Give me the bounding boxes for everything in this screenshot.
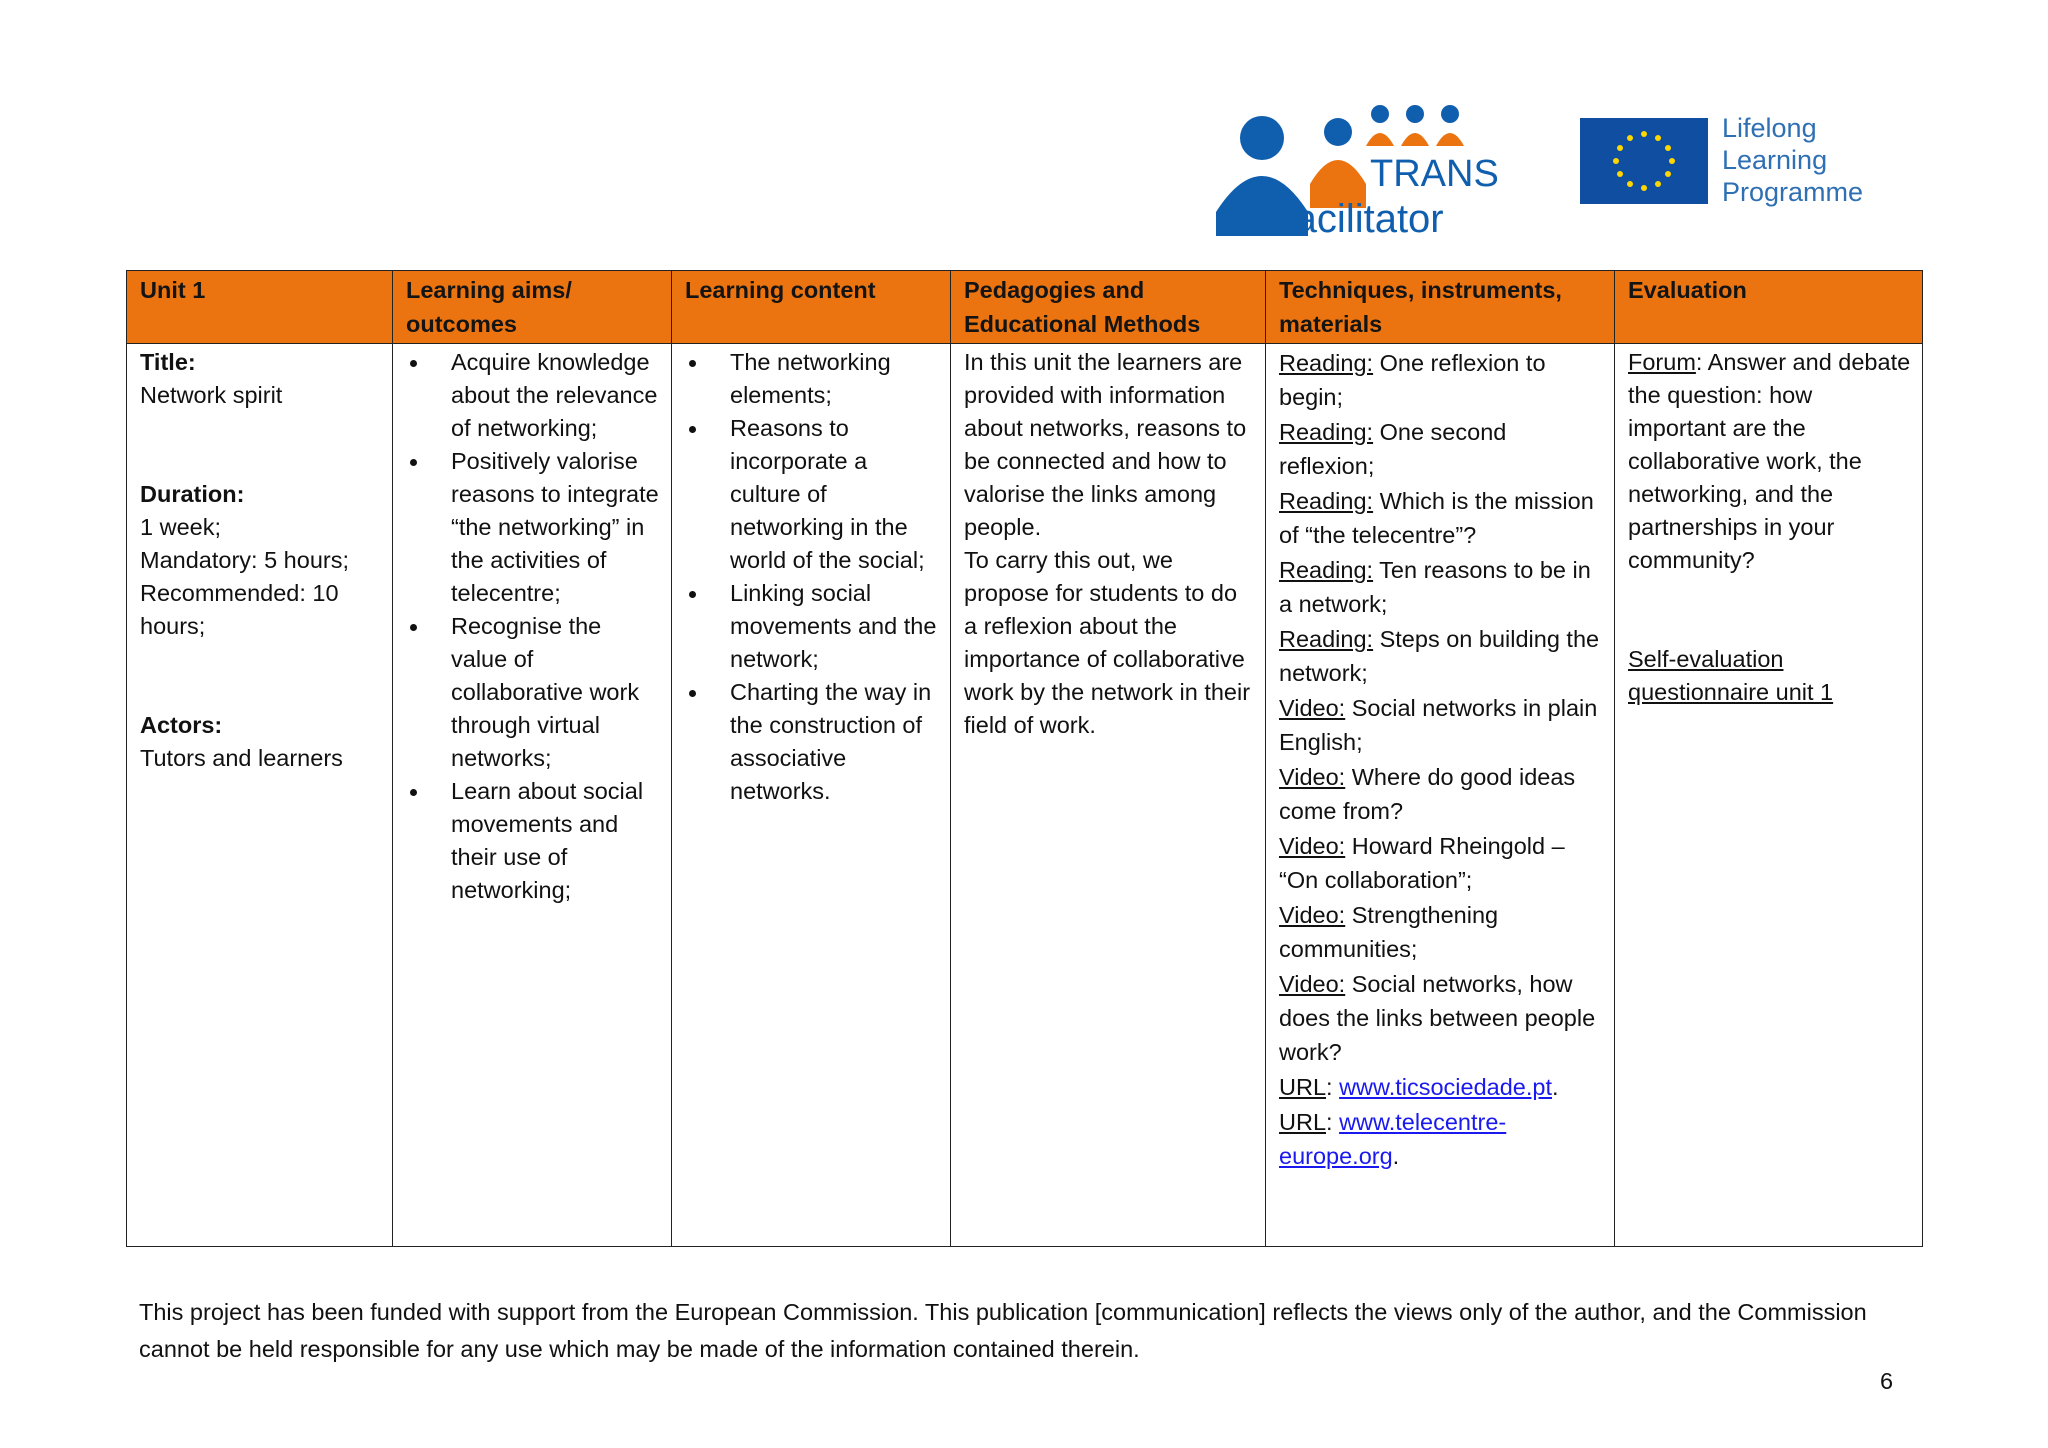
technique-item (1279, 760, 1604, 828)
technique-kind: Video: (1279, 764, 1346, 790)
trans-e-facilitator-logo (1210, 96, 1510, 246)
title-value: Network spirit (140, 382, 283, 408)
content-list (685, 346, 940, 808)
technique-kind: Video: (1279, 695, 1346, 721)
eu-flag-icon (1580, 118, 1708, 204)
header-techniques: Techniques, instruments, materials (1266, 271, 1615, 344)
llp-line: Learning (1722, 145, 1828, 175)
technique-kind: Reading: (1279, 350, 1374, 376)
technique-item (1279, 829, 1604, 897)
table-header-row (127, 271, 1923, 344)
evaluation-cell (1615, 344, 1923, 1247)
technique-kind: Reading: (1279, 488, 1374, 514)
forum-item (1628, 346, 1912, 577)
header-logos (1210, 96, 1890, 246)
duration-line: Mandatory: 5 hours; (140, 547, 349, 573)
technique-text: One second reflexion; (1279, 419, 1507, 479)
list-item: Acquire knowledge about the relevance of networking; (406, 346, 661, 445)
url-label: URL (1279, 1074, 1327, 1100)
list-item: Positively valorise reasons to integrate “the networking” in the activities of telecentre; (406, 445, 661, 610)
technique-text: Howard Rheingold – “On collaboration”; (1279, 833, 1565, 893)
actors-value: Tutors and learners (140, 745, 343, 771)
technique-kind: Video: (1279, 971, 1346, 997)
technique-kind: Reading: (1279, 626, 1374, 652)
self-evaluation-link[interactable]: Self-evaluation questionnaire unit 1 (1628, 646, 1834, 705)
list-item: Recognise the value of collaborative work through virtual networks; (406, 610, 661, 775)
technique-text: Social networks, how does the links between people work? (1279, 971, 1596, 1065)
list-item: Charting the way in the construction of associative networks. (685, 676, 940, 808)
aims-cell (393, 344, 672, 1247)
duration-label: Duration: (140, 481, 245, 507)
title-label: Title: (140, 349, 196, 375)
header-learning-content: Learning content (672, 271, 951, 344)
technique-text: Which is the mission of “the telecentre”? (1279, 488, 1594, 548)
technique-item (1279, 967, 1604, 1069)
technique-item (1279, 622, 1604, 690)
list-item: Learn about social movements and their use of networking; (406, 775, 661, 907)
unit-cell (127, 344, 393, 1247)
list-item: Reasons to incorporate a culture of networking in the world of the social; (685, 412, 940, 577)
aims-list (406, 346, 661, 907)
url-link-telecentre-europe[interactable]: www.telecentre-europe.org (1279, 1109, 1507, 1169)
technique-text: Ten reasons to be in a network; (1279, 557, 1591, 617)
llp-line: Lifelong (1722, 113, 1817, 143)
pedagogy-paragraph: To carry this out, we propose for students to do a reflexion about the importance of collaborative work by the network in their field of work. (964, 547, 1251, 738)
duration-line: 1 week; (140, 514, 221, 540)
eu-stars-icon (1580, 118, 1708, 204)
logo-trans-text: TRANS (1370, 153, 1499, 195)
technique-text: Strengthening communities; (1279, 902, 1499, 962)
technique-kind: Reading: (1279, 419, 1374, 445)
page-number: 6 (1880, 1368, 1894, 1394)
technique-item (1279, 898, 1604, 966)
technique-text: Where do good ideas come from? (1279, 764, 1576, 824)
forum-label: Forum (1628, 349, 1696, 375)
techniques-cell (1266, 344, 1615, 1247)
technique-text: Social networks in plain English; (1279, 695, 1598, 755)
url-item: URL: www.ticsociedade.pt. (1279, 1074, 1559, 1100)
duration-line: Recommended: 10 hours; (140, 580, 339, 639)
technique-item (1279, 553, 1604, 621)
technique-kind: Reading: (1279, 557, 1374, 583)
technique-text: Steps on building the network; (1279, 626, 1600, 686)
technique-kind: Video: (1279, 902, 1346, 928)
actors-label: Actors: (140, 712, 223, 738)
technique-item (1279, 346, 1604, 414)
unit-table (126, 270, 1923, 1247)
url-label: URL (1279, 1109, 1327, 1135)
header-evaluation: Evaluation (1615, 271, 1923, 344)
list-item: The networking elements; (685, 346, 940, 412)
lifelong-learning-programme-logo (1722, 112, 1863, 208)
url-item: URL: www.telecentre-europe.org. (1279, 1109, 1507, 1169)
technique-item (1279, 691, 1604, 759)
funding-disclaimer: This project has been funded with support from the European Commission. This publication [communication] reflects the views only of the author, and the Commission cannot be held responsible for any use which may be made of the information contained therein. (139, 1299, 1867, 1362)
content-cell (672, 344, 951, 1247)
llp-line: Programme (1722, 177, 1864, 207)
header-unit: Unit 1 (127, 271, 393, 344)
header-learning-aims: Learning aims/ outcomes (393, 271, 672, 344)
technique-text: One reflexion to begin; (1279, 350, 1546, 410)
pedagogy-paragraph: In this unit the learners are provided with information about networks, reasons to be connected and how to valorise the links among people. (964, 349, 1247, 540)
logo-efacilitator-text: e-facilitator (1248, 197, 1444, 241)
header-pedagogies: Pedagogies and Educational Methods (951, 271, 1266, 344)
pedagogies-cell (951, 344, 1266, 1247)
table-row (127, 344, 1923, 1247)
technique-item (1279, 415, 1604, 483)
technique-item (1279, 484, 1604, 552)
technique-kind: Video: (1279, 833, 1346, 859)
forum-text: : Answer and debate the question: how important are the collaborative work, the networking, and the partnerships in your community? (1628, 349, 1911, 573)
url-link-ticsociedade[interactable]: www.ticsociedade.pt (1339, 1074, 1552, 1100)
list-item: Linking social movements and the network; (685, 577, 940, 676)
